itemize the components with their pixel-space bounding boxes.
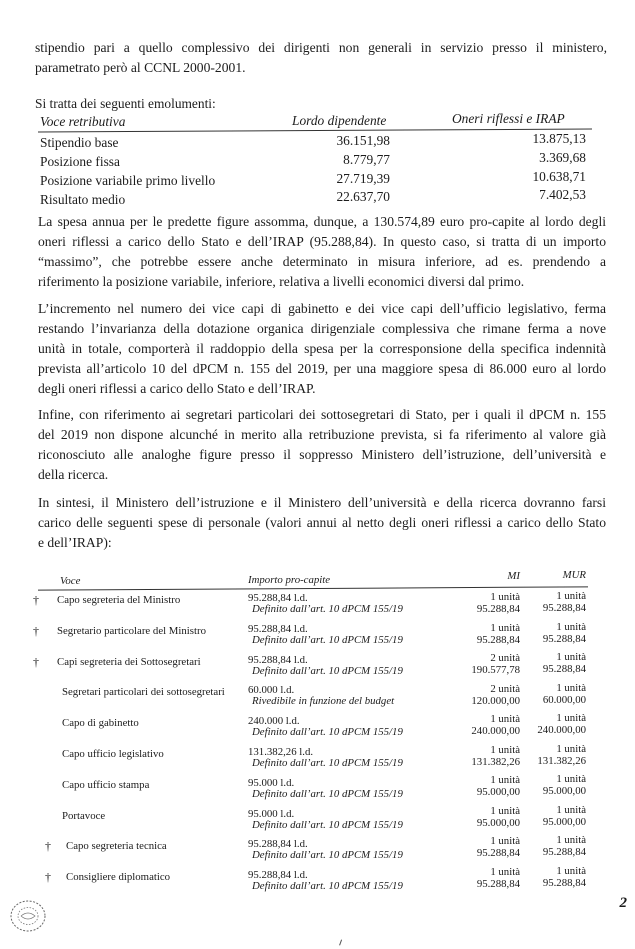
table2-mur-value: 60.000,00 bbox=[542, 693, 586, 706]
table2-importo: 131.382,26 l.d. bbox=[248, 746, 314, 758]
table2-mur-units: 1 unità bbox=[556, 620, 586, 633]
table2-importo: 95.288,84 l.d. bbox=[248, 838, 308, 851]
table2-mur-units: 1 unità bbox=[556, 864, 586, 877]
table1-header-oneri: Oneri riflessi e IRAP bbox=[452, 111, 565, 126]
para3-line: Infine, con riferimento ai segretari particolari dei sottosegretari di Stato, per i quali il dPCM n. 155 bbox=[38, 407, 606, 422]
para3-line: del 2019 non dispone alcunché in merito alla retribuzione prevista, si fa riferimento al valore già bbox=[38, 427, 606, 442]
table2-mi-units: 1 unità bbox=[490, 743, 520, 756]
table2-voce: Consigliere diplomatico bbox=[66, 871, 171, 884]
table2-mur-units: 1 unità bbox=[556, 742, 586, 755]
table2-note: Definito dall’art. 10 dPCM 155/19 bbox=[252, 818, 403, 831]
para2-line: prevista all’articolo 10 del dPCM n. 155 del 2019, per una maggiore spesa di 86.000 euro al lordo bbox=[38, 361, 606, 376]
table2-note: Rivedibile in funzione del budget bbox=[252, 695, 395, 708]
table2-mur-value: 95.288,84 bbox=[542, 602, 586, 614]
table2-note: Definito dall’art. 10 dPCM 155/19 bbox=[252, 757, 403, 769]
table2-mi-units: 1 unità bbox=[490, 713, 520, 726]
table2-importo: 95.000 l.d. bbox=[248, 776, 295, 789]
table1-oneri-3: 7.402,53 bbox=[539, 187, 586, 202]
table2-note: Definito dall’art. 10 dPCM 155/19 bbox=[252, 880, 403, 893]
para1-line: “massimo”, che potrebbe essere anche determinato in misura inferiore, ad es. prendendo a bbox=[38, 254, 606, 269]
table2-mur-units: 1 unità bbox=[556, 803, 586, 816]
table2-mur-value: 95.000,00 bbox=[542, 785, 586, 798]
table2-mi-value: 95.288,84 bbox=[476, 877, 520, 890]
table1-oneri-1: 3.369,68 bbox=[539, 150, 586, 165]
table2-voce: Segretari particolari dei sottosegretari bbox=[62, 686, 225, 699]
table2-mur-value: 95.288,84 bbox=[542, 876, 586, 889]
para1-line: La spesa annua per le predette figure assomma, dunque, a 130.574,89 euro pro-capite al lordo degli bbox=[38, 214, 606, 229]
table1-voce-0: Stipendio base bbox=[40, 135, 119, 150]
table2-mi-value: 95.288,84 bbox=[476, 633, 520, 646]
table2-mi-units: 1 unità bbox=[490, 591, 520, 603]
table2-mur-units: 1 unità bbox=[556, 834, 586, 847]
table1-header-voce: Voce retributiva bbox=[40, 114, 126, 129]
para2-line: L’incremento nel numero dei vice capi di gabinetto e dei vice capi dell’ufficio legislativo, ferma bbox=[38, 301, 606, 316]
paragraph-segretari bbox=[38, 405, 606, 485]
paragraph-incremento bbox=[38, 299, 606, 399]
table1-header-lordo: Lordo dipendente bbox=[292, 113, 387, 128]
intro-paragraph bbox=[35, 38, 607, 78]
dagger-mark: † bbox=[33, 593, 39, 607]
table2-mur-value: 95.288,84 bbox=[542, 663, 586, 676]
table1-oneri-2: 10.638,71 bbox=[532, 169, 586, 184]
table2-mi-units: 2 unità bbox=[490, 652, 520, 665]
table2-importo: 95.288,84 l.d. bbox=[248, 622, 308, 635]
table2-mur-units: 1 unità bbox=[556, 681, 586, 694]
table2-mi-value: 95.288,84 bbox=[476, 847, 520, 860]
table2-mi-units: 1 unità bbox=[490, 774, 520, 787]
paragraph-sintesi bbox=[38, 493, 606, 553]
table2-header-mi: MI bbox=[507, 570, 520, 582]
table1-voce-2: Posizione variabile primo livello bbox=[40, 173, 216, 188]
table1-oneri-0: 13.875,13 bbox=[532, 131, 586, 146]
table2-note: Definito dall’art. 10 dPCM 155/19 bbox=[252, 664, 403, 677]
pen-mark bbox=[339, 939, 345, 946]
para4-line: carico delle seguenti spese di personale (valori annui al netto degli oneri riflessi a carico dello Stato bbox=[38, 515, 606, 530]
para2-line: unità in totale, comporterà il raddoppio della spesa per la corresponsione della specifica indennità bbox=[38, 341, 606, 356]
table1-lordo-0: 36.151,98 bbox=[336, 133, 390, 148]
table2-note: Definito dall’art. 10 dPCM 155/19 bbox=[252, 849, 403, 862]
table2-mi-value: 95.000,00 bbox=[476, 816, 520, 829]
table2-mi-value: 95.000,00 bbox=[476, 786, 520, 799]
table2-voce: Capo segreteria tecnica bbox=[66, 840, 167, 853]
table2-note: Definito dall’art. 10 dPCM 155/19 bbox=[252, 787, 403, 800]
table2-voce: Capo ufficio stampa bbox=[62, 778, 150, 791]
table2-importo: 95.288,84 l.d. bbox=[248, 592, 308, 604]
paragraph-spesa-annua bbox=[38, 212, 606, 292]
intro-line-2: parametrato però al CCNL 2000-2001. bbox=[35, 60, 246, 75]
table1-lordo-2: 27.719,39 bbox=[336, 171, 390, 186]
dagger-mark: † bbox=[45, 870, 51, 885]
table2-mur-value: 131.382,26 bbox=[537, 754, 586, 767]
table2-header-voce: Voce bbox=[60, 575, 81, 587]
table2-mi-units: 2 unità bbox=[490, 682, 520, 695]
table2-importo: 95.288,84 l.d. bbox=[248, 869, 308, 882]
table1-lordo-1: 8.779,77 bbox=[343, 152, 390, 167]
table1-lordo-3: 22.637,70 bbox=[336, 189, 390, 204]
table2-mi-units: 1 unità bbox=[490, 621, 520, 634]
table2-mi-units: 1 unità bbox=[490, 865, 520, 878]
para4-line: e dell’IRAP): bbox=[38, 535, 112, 550]
para1-line: oneri riflessi a carico dello Stato e dell’IRAP (95.288,84). In questo caso, si tratta di un importo bbox=[38, 234, 606, 249]
table2-mur-units: 1 unità bbox=[556, 712, 586, 725]
table2-mi-value: 240.000,00 bbox=[471, 725, 520, 738]
table2-voce: Portavoce bbox=[62, 809, 106, 822]
table2-note: Definito dall’art. 10 dPCM 155/19 bbox=[252, 726, 403, 739]
dagger-mark: † bbox=[33, 623, 39, 638]
table2-voce: Segretario particolare del Ministro bbox=[57, 624, 207, 637]
para2-line: restando l’invarianza della dotazione organica dirigenziale complessiva che rimane ferma a nove bbox=[38, 321, 606, 336]
table2-mi-value: 95.288,84 bbox=[476, 603, 520, 615]
para3-line: riconosciuto alle analoghe figure presso il soppresso Ministero dell’istruzione, dell’università e bbox=[38, 447, 606, 462]
intro-line-1: stipendio pari a quello complessivo dei dirigenti non generali in servizio presso il ministero, bbox=[35, 40, 607, 55]
table2-importo: 95.000 l.d. bbox=[248, 807, 295, 820]
table2-voce: Capi segreteria dei Sottosegretari bbox=[57, 655, 201, 668]
para1-line: riferimento la posizione variabile, inferiore, relativa a livelli economici diversi dal primo. bbox=[38, 274, 525, 289]
table2-mur-value: 95.000,00 bbox=[542, 815, 586, 828]
table1-lead: Si tratta dei seguenti emolumenti: bbox=[35, 96, 216, 111]
table2-mur-value: 95.288,84 bbox=[542, 632, 586, 645]
table2-voce: Capo di gabinetto bbox=[62, 717, 139, 730]
table2-mur-units: 1 unità bbox=[556, 773, 586, 786]
table2-importo: 60.000 l.d. bbox=[248, 684, 295, 697]
dagger-mark: † bbox=[45, 839, 51, 854]
table2-mur-units: 1 unità bbox=[556, 651, 586, 664]
table2-mur-units: 1 unità bbox=[556, 590, 586, 602]
table2-mur-value: 95.288,84 bbox=[542, 846, 586, 859]
table1-voce-3: Risultato medio bbox=[40, 192, 126, 207]
table2-importo: 95.288,84 l.d. bbox=[248, 653, 308, 666]
table2-mi-units: 1 unità bbox=[490, 835, 520, 848]
table2-voce: Capo segreteria del Ministro bbox=[57, 594, 181, 606]
table2-note: Definito dall’art. 10 dPCM 155/19 bbox=[252, 633, 403, 646]
para2-line: degli oneri riflessi a carico dello Stato e dell’IRAP. bbox=[38, 381, 316, 396]
table2-mur-value: 240.000,00 bbox=[537, 724, 586, 737]
table2-mi-value: 190.577,78 bbox=[471, 664, 520, 677]
dagger-mark: † bbox=[33, 654, 39, 669]
table2-mi-value: 120.000,00 bbox=[471, 694, 520, 707]
table1-voce-1: Posizione fissa bbox=[40, 154, 120, 169]
table2-header-importo: Importo pro-capite bbox=[248, 574, 331, 586]
page-number: 2 bbox=[619, 895, 627, 911]
table2-mi-units: 1 unità bbox=[490, 804, 520, 817]
para4-line: In sintesi, il Ministero dell’istruzione e il Ministero dell’università e della ricerca dovranno farsi bbox=[38, 495, 606, 510]
table2-header-mur: MUR bbox=[562, 569, 586, 581]
table2-voce: Capo ufficio legislativo bbox=[62, 748, 164, 760]
table2-mi-value: 131.382,26 bbox=[471, 755, 520, 768]
table2-importo: 240.000 l.d. bbox=[248, 715, 300, 728]
stamp-seal-icon bbox=[8, 898, 48, 934]
table2-note: Definito dall’art. 10 dPCM 155/19 bbox=[252, 603, 403, 615]
para3-line: della ricerca. bbox=[38, 467, 109, 482]
